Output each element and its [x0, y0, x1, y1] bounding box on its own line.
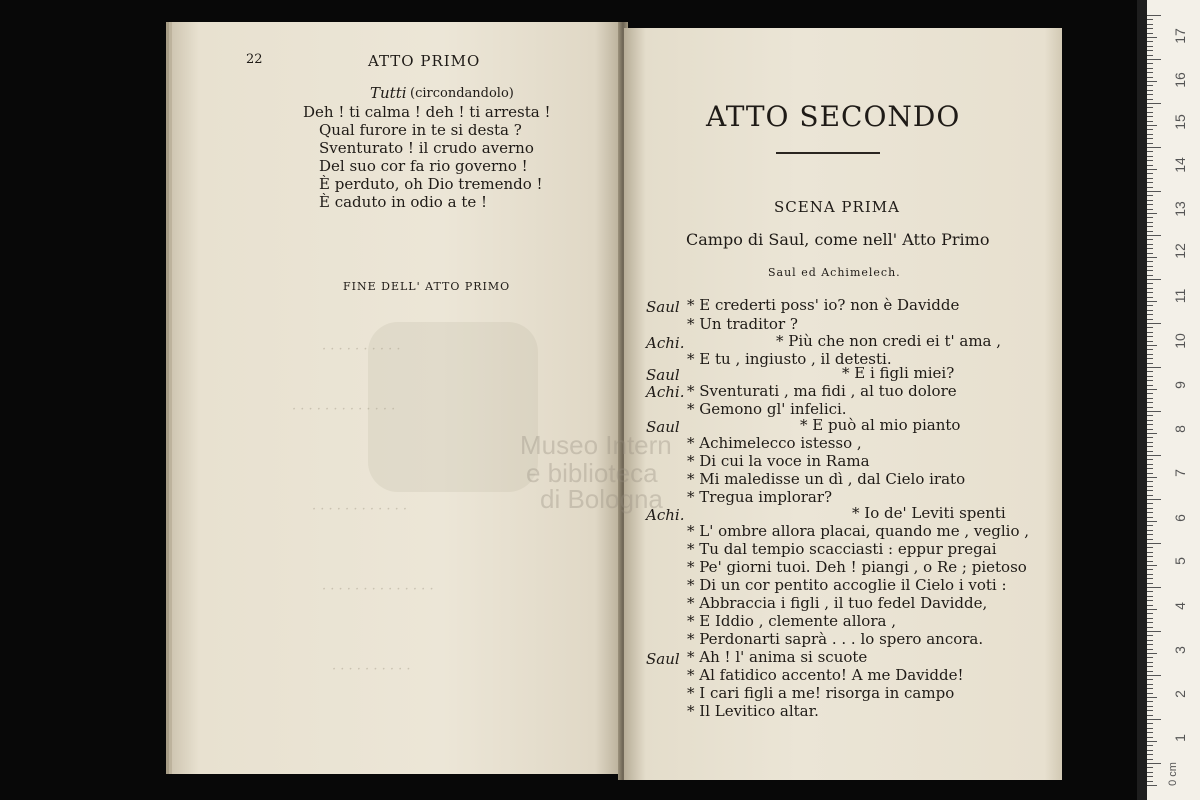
ruler-tick	[1147, 235, 1161, 236]
ruler-tick	[1147, 653, 1157, 654]
ruler-tick	[1147, 517, 1153, 518]
ruler-tick	[1147, 402, 1153, 403]
ruler-number: 5	[1172, 557, 1188, 565]
speaker-label: Achi.	[646, 506, 685, 524]
watermark-text: di Bologna	[540, 484, 663, 514]
ruler-tick	[1147, 46, 1153, 47]
ruler-tick	[1147, 59, 1161, 60]
ruler-tick	[1147, 187, 1153, 188]
ruler-tick	[1147, 94, 1153, 95]
ruler-tick	[1147, 319, 1153, 320]
ruler-tick	[1147, 468, 1153, 469]
ruler-tick	[1147, 398, 1153, 399]
ruler-tick	[1147, 182, 1153, 183]
ruler-tick	[1147, 195, 1153, 196]
ruler-tick	[1147, 248, 1153, 249]
ruler-tick	[1147, 745, 1153, 746]
ruler-tick	[1147, 345, 1157, 346]
ruler-tick	[1147, 169, 1157, 170]
ruler-edge	[1137, 0, 1147, 800]
ruler-tick	[1147, 688, 1153, 689]
bleed-through-text: · · · · · · · · · · · ·	[312, 502, 408, 517]
ruler-tick	[1147, 420, 1153, 421]
verse-line: Deh ! ti calma ! deh ! ti arresta !	[303, 103, 551, 121]
ruler-tick	[1147, 81, 1157, 82]
bleed-through-text: · · · · · · · · · · · · · ·	[322, 582, 434, 597]
ruler-tick	[1147, 103, 1161, 104]
ruler-tick	[1147, 129, 1153, 130]
ruler-tick	[1147, 561, 1153, 562]
ruler-tick	[1147, 327, 1153, 328]
ruler-tick	[1147, 591, 1153, 592]
page-number: 22	[246, 52, 263, 67]
dialogue-line: * Di cui la voce in Rama	[687, 452, 870, 470]
dialogue-line: * Ah ! l' anima si scuote	[687, 648, 868, 666]
ruler-tick	[1147, 336, 1153, 337]
ruler-tick	[1147, 719, 1161, 720]
ruler-tick	[1147, 644, 1153, 645]
ruler-tick	[1147, 147, 1161, 148]
ruler-number: 11	[1172, 288, 1188, 304]
dialogue-line: * Pe' giorni tuoi. Deh ! piangi , o Re ; pietoso	[687, 558, 1027, 576]
ruler-tick	[1147, 750, 1153, 751]
ruler-tick	[1147, 19, 1153, 20]
ruler-tick	[1147, 143, 1153, 144]
dialogue-line: * Tu dal tempio scacciasti : eppur pregai	[687, 540, 997, 558]
ruler-tick	[1147, 134, 1153, 135]
ruler-tick	[1147, 275, 1153, 276]
verse-line: Sventurato ! il crudo averno	[319, 139, 534, 157]
ruler-tick	[1147, 429, 1153, 430]
ruler-tick	[1147, 495, 1153, 496]
ruler-tick	[1147, 728, 1153, 729]
dialogue-line: * Un traditor ?	[687, 315, 798, 333]
ruler-tick	[1147, 503, 1153, 504]
ruler-tick	[1147, 116, 1153, 117]
ruler-tick	[1147, 565, 1157, 566]
ruler-tick	[1147, 292, 1153, 293]
ruler-tick	[1147, 376, 1153, 377]
end-of-act-note: FINE DELL' ATTO PRIMO	[343, 280, 511, 293]
ruler-tick	[1147, 772, 1153, 773]
ruler-tick	[1147, 776, 1153, 777]
ruler-tick	[1147, 288, 1153, 289]
ruler-number: 6	[1172, 514, 1188, 522]
ruler-tick	[1147, 297, 1153, 298]
ruler-tick	[1147, 209, 1153, 210]
dialogue-line: * Più che non credi ei t' ama ,	[776, 332, 1002, 350]
ruler-tick	[1147, 244, 1153, 245]
ruler-tick	[1147, 261, 1153, 262]
ruler-tick	[1147, 596, 1153, 597]
characters-line: Saul ed Achimelech.	[768, 266, 901, 279]
ruler-tick	[1147, 341, 1153, 342]
ruler-number: 8	[1172, 425, 1188, 433]
ruler-tick	[1147, 226, 1153, 227]
dialogue-line: * Io de' Leviti spenti	[852, 504, 1006, 522]
stage-direction: (circondandolo)	[410, 86, 514, 101]
dialogue-line: * Il Levitico altar.	[687, 702, 819, 720]
dialogue-line: * E tu , ingiusto , il detesti.	[687, 350, 892, 368]
ruler-tick	[1147, 433, 1157, 434]
ruler-tick	[1147, 266, 1153, 267]
ruler-number: 15	[1172, 114, 1188, 130]
ruler-tick	[1147, 618, 1153, 619]
bleed-through-text: · · · · · · · · · ·	[332, 662, 411, 677]
dialogue-line: * E può al mio pianto	[800, 416, 961, 434]
ruler-number: 1	[1172, 734, 1188, 742]
ruler-tick	[1147, 204, 1153, 205]
ruler-tick	[1147, 323, 1161, 324]
ruler-tick	[1147, 473, 1153, 474]
ruler-tick	[1147, 200, 1153, 201]
ruler-tick	[1147, 508, 1153, 509]
ruler-tick	[1147, 525, 1153, 526]
ruler-tick	[1147, 574, 1153, 575]
ruler-tick	[1147, 314, 1153, 315]
ruler-tick	[1147, 578, 1153, 579]
ruler-tick	[1147, 156, 1153, 157]
ruler-tick	[1147, 310, 1153, 311]
ruler-tick	[1147, 257, 1157, 258]
ruler-tick	[1147, 534, 1153, 535]
ruler-tick	[1147, 521, 1157, 522]
ruler-tick	[1147, 63, 1153, 64]
ruler-tick	[1147, 785, 1157, 786]
bleed-through-text: · · · · · · · · · · · · ·	[292, 402, 396, 417]
ruler-tick	[1147, 55, 1153, 56]
ruler-number: 2	[1172, 690, 1188, 698]
ruler-tick	[1147, 213, 1157, 214]
ruler-tick	[1147, 631, 1161, 632]
speaker-label: Achi.	[646, 334, 685, 352]
ruler-tick	[1147, 437, 1153, 438]
ruler-number: 12	[1172, 243, 1188, 259]
ruler-tick	[1147, 710, 1153, 711]
ruler-tick	[1147, 222, 1153, 223]
ruler-unit: 0 cm	[1166, 762, 1179, 786]
ruler-tick	[1147, 732, 1153, 733]
ruler-tick	[1147, 459, 1153, 460]
ruler-tick	[1147, 649, 1153, 650]
ruler-tick	[1147, 723, 1153, 724]
ruler-tick	[1147, 539, 1153, 540]
ruler-tick	[1147, 33, 1153, 34]
ruler-tick	[1147, 283, 1153, 284]
dialogue-line: * Sventurati , ma fidi , al tuo dolore	[687, 382, 957, 400]
ruler-number: 13	[1172, 201, 1188, 217]
ruler-tick	[1147, 622, 1153, 623]
dialogue-line: * Perdonarti saprà . . . lo spero ancora.	[687, 630, 984, 648]
ruler-tick	[1147, 85, 1153, 86]
dialogue-line: * Di un cor pentito accoglie il Cielo i voti :	[687, 576, 1007, 594]
dialogue-line: * Abbraccia i figli , il tuo fedel Davidde,	[687, 594, 988, 612]
act-title: ATTO SECONDO	[706, 100, 961, 133]
ruler-tick	[1147, 442, 1153, 443]
ruler-tick	[1147, 151, 1153, 152]
ruler-tick	[1147, 367, 1161, 368]
dialogue-line: * Tregua implorar?	[687, 488, 833, 506]
ruler-tick	[1147, 675, 1161, 676]
ruler-tick	[1147, 556, 1153, 557]
ruler-tick	[1147, 684, 1153, 685]
verse-line: Qual furore in te si desta ?	[319, 121, 522, 139]
scene-title: SCENA PRIMA	[774, 198, 900, 216]
ruler-tick	[1147, 600, 1153, 601]
measurement-ruler	[1137, 0, 1200, 800]
ruler-tick	[1147, 754, 1153, 755]
ruler-number: 9	[1172, 381, 1188, 389]
ruler-tick	[1147, 763, 1161, 764]
ruler-tick	[1147, 217, 1153, 218]
ruler-number: 14	[1172, 157, 1188, 173]
watermark-text: Museo Intern	[520, 430, 672, 460]
ruler-tick	[1147, 239, 1153, 240]
ruler-tick	[1147, 446, 1153, 447]
ruler-tick	[1147, 173, 1153, 174]
ruler-tick	[1147, 121, 1153, 122]
ruler-tick	[1147, 407, 1153, 408]
ruler-tick	[1147, 635, 1153, 636]
ruler-tick	[1147, 552, 1153, 553]
speaker-label: Saul	[646, 650, 680, 668]
ruler-tick	[1147, 481, 1153, 482]
ruler-tick	[1147, 349, 1153, 350]
ruler-tick	[1147, 499, 1161, 500]
ruler-tick	[1147, 415, 1153, 416]
ruler-tick	[1147, 490, 1153, 491]
ruler-tick	[1147, 697, 1157, 698]
title-rule	[776, 152, 880, 154]
dialogue-line: * E Iddio , clemente allora ,	[687, 612, 896, 630]
ruler-tick	[1147, 385, 1153, 386]
ruler-tick	[1147, 587, 1161, 588]
verse-line: È caduto in odio a te !	[319, 193, 488, 211]
ruler-tick	[1147, 371, 1153, 372]
ruler-tick	[1147, 486, 1153, 487]
ruler-tick	[1147, 781, 1153, 782]
ruler-tick	[1147, 477, 1157, 478]
ruler-tick	[1147, 679, 1153, 680]
ruler-tick	[1147, 354, 1153, 355]
ruler-number: 10	[1172, 333, 1188, 349]
ruler-tick	[1147, 165, 1153, 166]
ruler-tick	[1147, 662, 1153, 663]
ruler-tick	[1147, 569, 1153, 570]
ruler-tick	[1147, 253, 1153, 254]
ruler-tick	[1147, 512, 1153, 513]
ruler-tick	[1147, 393, 1153, 394]
ruler-tick	[1147, 279, 1161, 280]
ruler-tick	[1147, 358, 1153, 359]
ruler-tick	[1147, 305, 1153, 306]
ruler-tick	[1147, 706, 1153, 707]
ruler-tick	[1147, 191, 1161, 192]
dialogue-line: * Al fatidico accento! A me Davidde!	[687, 666, 964, 684]
speaker-label: Saul	[646, 298, 680, 316]
ruler-tick	[1147, 609, 1157, 610]
ruler-tick	[1147, 737, 1153, 738]
speaker-label: Achi.	[646, 383, 685, 401]
ruler-tick	[1147, 543, 1161, 544]
ruler-tick	[1147, 301, 1157, 302]
ruler-tick	[1147, 178, 1153, 179]
bleed-through-text: · · · · · · · · · ·	[322, 342, 401, 357]
ruler-tick	[1147, 701, 1153, 702]
speaker-label: Saul	[646, 418, 680, 436]
left-page	[172, 22, 622, 774]
ruler-tick	[1147, 28, 1153, 29]
ruler-tick	[1147, 125, 1157, 126]
ruler-tick	[1147, 715, 1153, 716]
verse-line: Del suo cor fa rio governo !	[319, 157, 528, 175]
ruler-tick	[1147, 41, 1153, 42]
ruler-tick	[1147, 741, 1157, 742]
ruler-tick	[1147, 411, 1161, 412]
ruler-tick	[1147, 90, 1153, 91]
dialogue-line: * Mi maledisse un dì , dal Cielo irato	[687, 470, 966, 488]
ruler-tick	[1147, 112, 1153, 113]
ruler-tick	[1147, 671, 1153, 672]
ruler-tick	[1147, 107, 1153, 108]
ruler-tick	[1147, 77, 1153, 78]
ruler-number: 16	[1172, 72, 1188, 88]
ruler-tick	[1147, 451, 1153, 452]
open-book	[172, 22, 1062, 780]
ruler-tick	[1147, 627, 1153, 628]
ruler-tick	[1147, 231, 1153, 232]
scene-setting: Campo di Saul, come nell' Atto Primo	[686, 230, 990, 249]
right-page	[624, 28, 1062, 780]
ruler-tick	[1147, 389, 1157, 390]
ruler-tick	[1147, 380, 1153, 381]
ruler-tick	[1147, 37, 1157, 38]
ruler-tick	[1147, 605, 1153, 606]
ruler-tick	[1147, 15, 1161, 16]
ruler-tick	[1147, 68, 1153, 69]
dialogue-line: * Achimelecco istesso ,	[687, 434, 862, 452]
dialogue-line: * E i figli miei?	[842, 364, 955, 382]
ruler-number: 3	[1172, 646, 1188, 654]
ruler-tick	[1147, 332, 1153, 333]
ruler-tick	[1147, 24, 1153, 25]
ruler-number: 7	[1172, 469, 1188, 477]
ruler-tick	[1147, 72, 1153, 73]
ruler-tick	[1147, 759, 1153, 760]
ruler-tick	[1147, 99, 1153, 100]
speaker-label: Saul	[646, 366, 680, 384]
ruler-tick	[1147, 583, 1153, 584]
verse-line: È perduto, oh Dio tremendo !	[319, 175, 543, 193]
stage-speaker: Tutti	[370, 84, 407, 102]
ruler-number: 4	[1172, 602, 1188, 610]
ruler-tick	[1147, 464, 1153, 465]
ruler-tick	[1147, 160, 1153, 161]
ruler-tick	[1147, 767, 1153, 768]
ruler-tick	[1147, 657, 1153, 658]
dialogue-line: * E crederti poss' io? non è Davidde	[687, 296, 960, 314]
ruler-tick	[1147, 693, 1153, 694]
ruler-tick	[1147, 455, 1161, 456]
ruler-tick	[1147, 424, 1153, 425]
ruler-tick	[1147, 530, 1153, 531]
ruler-number: 17	[1172, 28, 1188, 44]
ruler-tick	[1147, 547, 1153, 548]
ruler-tick	[1147, 666, 1153, 667]
watermark-text: e biblioteca	[526, 458, 658, 488]
dialogue-line: * Gemono gl' infelici.	[687, 400, 847, 418]
ruler-tick	[1147, 363, 1153, 364]
dialogue-line: * I cari figli a me! risorga in campo	[687, 684, 955, 702]
ruler-tick	[1147, 613, 1153, 614]
ruler-tick	[1147, 50, 1153, 51]
dialogue-line: * L' ombre allora placai, quando me , veglio ,	[687, 522, 1030, 540]
running-header: ATTO PRIMO	[368, 52, 481, 70]
ruler-tick	[1147, 640, 1153, 641]
ruler-tick	[1147, 138, 1153, 139]
ruler-tick	[1147, 270, 1153, 271]
